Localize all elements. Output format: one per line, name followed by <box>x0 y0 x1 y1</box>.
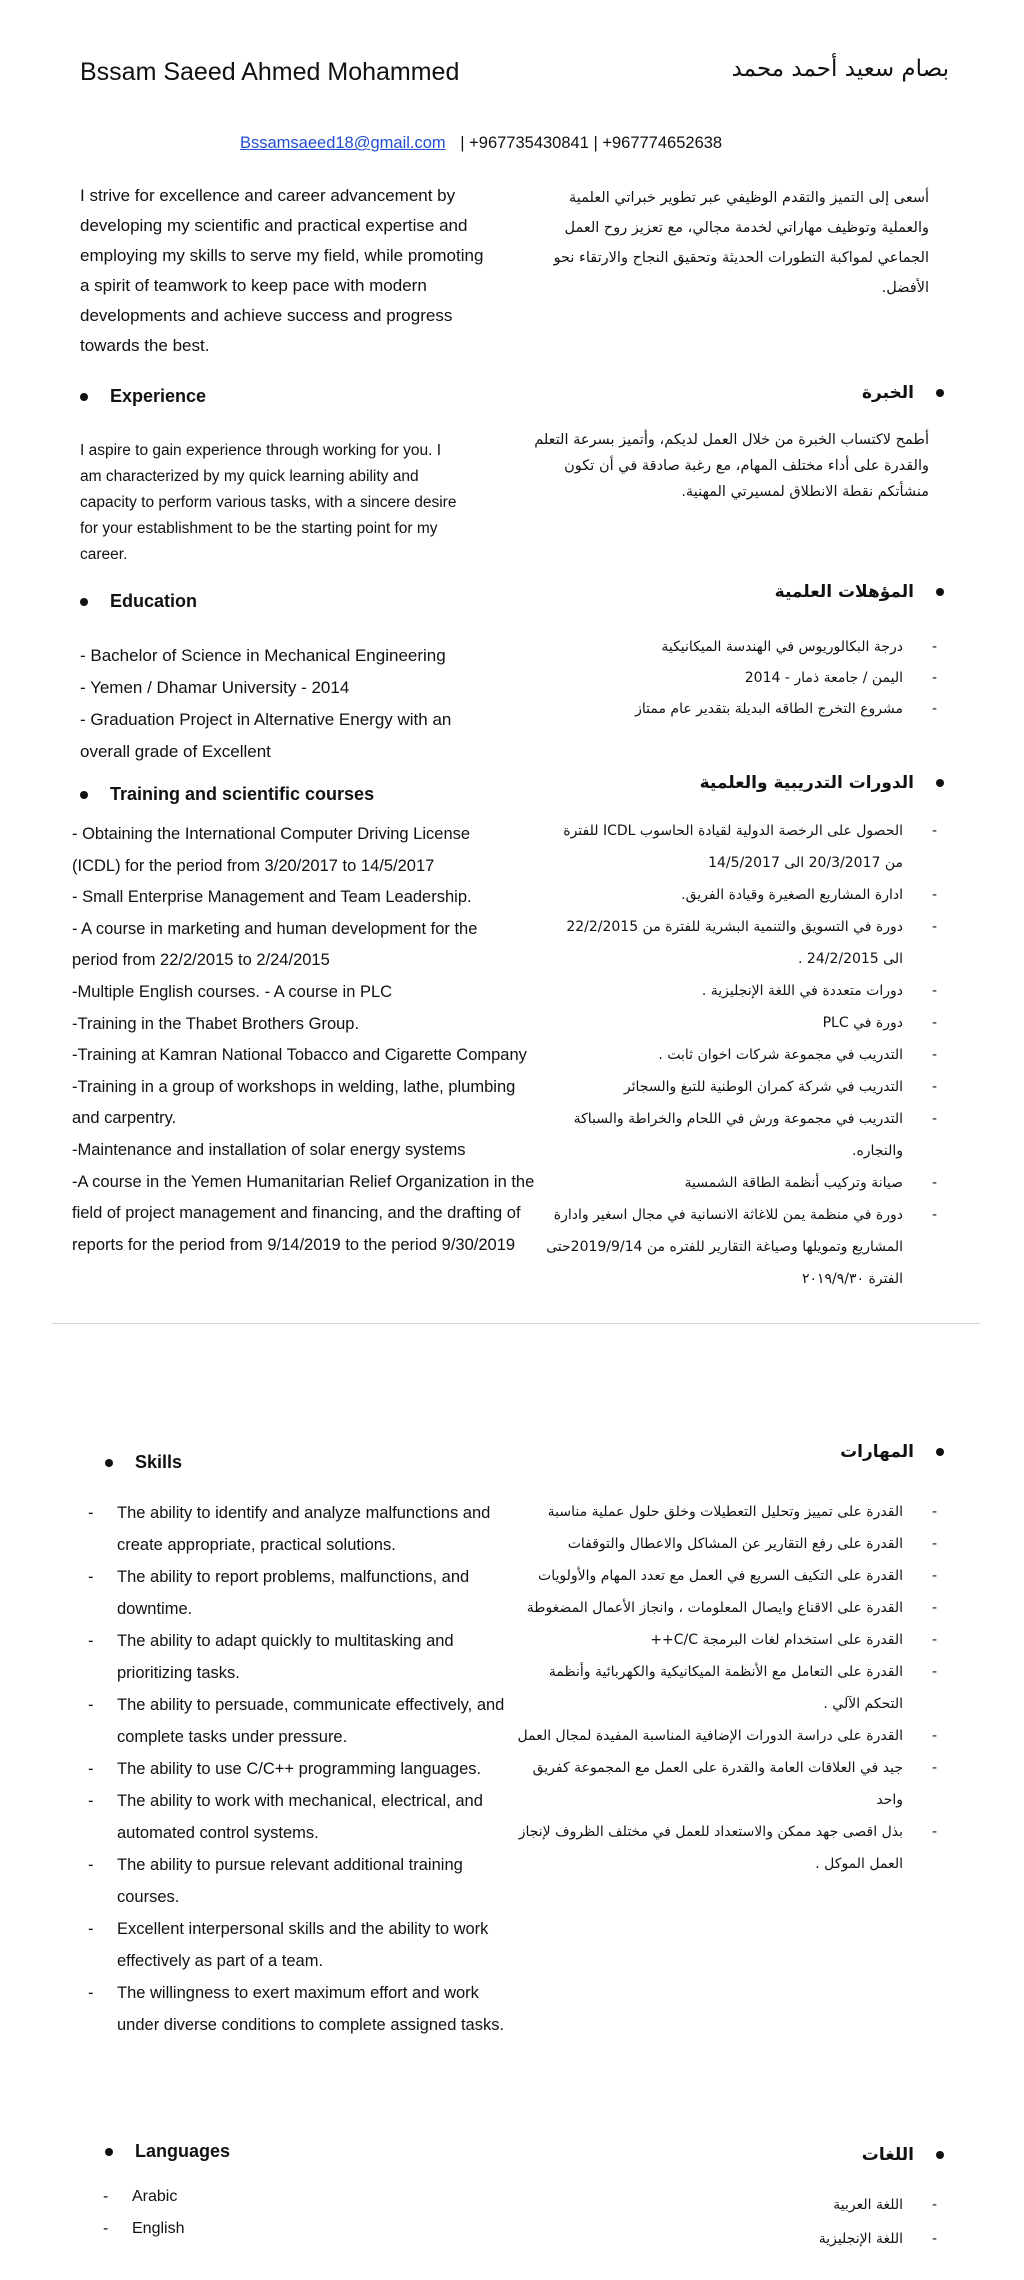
training-line: -Maintenance and installation of solar energy systems <box>72 1140 466 1159</box>
bullet-icon <box>936 389 944 397</box>
training-heading-english: Training and scientific courses <box>80 784 374 805</box>
languages-list-arabic <box>689 2188 939 2256</box>
list-item: - The ability to work with mechanical, electrical, and automated control systems. <box>80 1785 525 1849</box>
education-line: - Graduation Project in Alternative Energy with an <box>80 710 452 729</box>
list-item: - صيانة وتركيب أنظمة الطاقة الشمسية <box>544 1167 939 1199</box>
list-item: - The willingness to exert maximum effort and work under diverse conditions to complete assigned tasks. <box>80 1977 525 2041</box>
languages-list-english <box>95 2181 395 2245</box>
name-english: Bssam Saeed Ahmed Mohammed <box>80 58 460 86</box>
list-item: - English <box>95 2213 395 2245</box>
training-line: reports for the period from 9/14/2019 to the period 9/30/2019 <box>72 1235 516 1254</box>
name-arabic: بصام سعيد أحمد محمد <box>731 56 949 82</box>
languages-heading-english: Languages <box>105 2141 230 2162</box>
training-line: -Training in the Thabet Brothers Group. <box>72 1014 360 1033</box>
skills-list-english <box>80 1497 525 2041</box>
bullet-icon <box>936 588 944 596</box>
list-item: - الحصول على الرخصة الدولية لقيادة الحاسوب ICDL للفترة من 20/3/2017 الى 14/5/2017 <box>544 815 939 879</box>
training-heading-arabic: الدورات التدريبية والعلمية <box>700 773 944 793</box>
list-item: - القدرة على التعامل مع الأنظمة الميكانيكية والكهربائية وأنظمة التحكم الآلي . <box>514 1656 939 1720</box>
list-item: - جيد في العلاقات العامة والقدرة على العمل مع المجموعة كفريق واحد <box>514 1752 939 1816</box>
email-link[interactable]: Bssamsaeed18@gmail.com <box>240 134 446 152</box>
skills-list-arabic <box>514 1496 939 1880</box>
training-line: (ICDL) for the period from 3/20/2017 to 14/5/2017 <box>72 856 435 875</box>
bullet-icon <box>105 1459 113 1467</box>
languages-heading-arabic: اللغات <box>862 2145 944 2165</box>
bullet-icon <box>936 2151 944 2159</box>
experience-text-arabic: أطمح لاكتساب الخبرة من خلال العمل لديكم، وأتميز بسرعة التعلم والقدرة على أداء مختلف المهام، مع رغبة صادقة في أن تكون منشأتكم نقطة الانطلاق لمسيرتي المهنية. <box>534 432 929 500</box>
bullet-icon <box>936 1448 944 1456</box>
training-line: - A course in marketing and human development for the <box>72 919 478 938</box>
list-item: - اليمن / جامعة ذمار - 2014 <box>519 663 939 694</box>
contact-line <box>240 134 722 153</box>
education-heading-english: Education <box>80 591 197 612</box>
training-line: - Obtaining the International Computer Driving License <box>72 825 471 843</box>
bullet-icon <box>80 393 88 401</box>
list-item: - The ability to report problems, malfunctions, and downtime. <box>80 1561 525 1625</box>
education-list-english <box>80 640 500 768</box>
training-line: -Multiple English courses. - A course in PLC <box>72 982 393 1001</box>
bullet-icon <box>936 779 944 787</box>
list-item: - دورة في التسويق والتنمية البشرية للفترة من 22/2/2015 الى 24/2/2015 . <box>544 911 939 975</box>
training-list-arabic <box>544 815 939 1295</box>
list-item: - التدريب في مجموعة ورش في اللحام والخراطة والسباكة والنجاره. <box>544 1103 939 1167</box>
list-item: - اللغة العربية <box>689 2188 939 2222</box>
education-line: overall grade of Excellent <box>80 742 271 761</box>
list-item: - The ability to identify and analyze malfunctions and create appropriate, practical solutions. <box>80 1497 525 1561</box>
list-item: - دورة في PLC <box>544 1007 939 1039</box>
experience-heading-arabic: الخبرة <box>862 383 944 403</box>
training-line: period from 22/2/2015 to 2/24/2015 <box>72 951 330 970</box>
bullet-icon <box>105 2148 113 2156</box>
training-line: -Training at Kamran National Tobacco and Cigarette Company <box>72 1046 527 1065</box>
skills-heading-arabic: المهارات <box>840 1442 944 1462</box>
page-divider <box>52 1323 980 1324</box>
list-item: - The ability to pursue relevant additional training courses. <box>80 1849 525 1913</box>
list-item: - التدريب في مجموعة شركات اخوان ثابت . <box>544 1039 939 1071</box>
list-item: - اللغة الإنجليزية <box>689 2222 939 2256</box>
list-item: - التدريب في شركة كمران الوطنية للتبغ والسجائر <box>544 1071 939 1103</box>
education-heading-arabic: المؤهلات العلمية <box>775 582 944 602</box>
list-item: - القدرة على استخدام لغات البرمجة C/C++ <box>514 1624 939 1656</box>
list-item: - القدرة على التكيف السريع في العمل مع تعدد المهام والأولويات <box>514 1560 939 1592</box>
list-item: - ادارة المشاريع الصغيرة وقيادة الفريق. <box>544 879 939 911</box>
training-line: -Training in a group of workshops in welding, lathe, plumbing <box>72 1077 516 1096</box>
list-item: - مشروع التخرج الطاقه البديلة بتقدير عام ممتاز <box>519 694 939 725</box>
skills-heading-english: Skills <box>105 1452 182 1473</box>
education-list-arabic <box>519 632 939 725</box>
experience-text-english: I aspire to gain experience through working for you. I am characterized by my quick learning ability and capacity to perform various tasks, with a sincere desire for your establishment to be the starting point for my career. <box>80 442 457 563</box>
training-line: and carpentry. <box>72 1109 177 1128</box>
education-line: - Bachelor of Science in Mechanical Engineering <box>80 646 446 665</box>
experience-heading-english: Experience <box>80 386 206 407</box>
list-item: - The ability to persuade, communicate effectively, and complete tasks under pressure. <box>80 1689 525 1753</box>
list-item: - القدرة على رفع التقارير عن المشاكل والاعطال والتوقفات <box>514 1528 939 1560</box>
list-item: - القدرة على دراسة الدورات الإضافية المناسبة المفيدة لمجال العمل <box>514 1720 939 1752</box>
training-line: field of project management and financing, and the drafting of <box>72 1204 521 1223</box>
list-item: - درجة البكالوريوس في الهندسة الميكانيكية <box>519 632 939 663</box>
objective-english: I strive for excellence and career advancement by developing my scientific and practical expertise and employing my skills to serve my field, while promoting a spirit of teamwork to keep pace with modern developments and achieve success and progress towards the best. <box>80 186 484 355</box>
list-item: - دورات متعددة في اللغة الإنجليزية . <box>544 975 939 1007</box>
phone-numbers: | +967735430841 | +967774652638 <box>460 134 723 152</box>
list-item: - The ability to use C/C++ programming languages. <box>80 1753 525 1785</box>
list-item: - Excellent interpersonal skills and the ability to work effectively as part of a team. <box>80 1913 525 1977</box>
education-line: - Yemen / Dhamar University - 2014 <box>80 678 350 697</box>
training-list-english <box>72 819 552 1261</box>
list-item: - Arabic <box>95 2181 395 2213</box>
list-item: - القدرة على الاقناع وايصال المعلومات ، وانجاز الأعمال المضغوطة <box>514 1592 939 1624</box>
training-line: - Small Enterprise Management and Team Leadership. <box>72 888 472 907</box>
bullet-icon <box>80 791 88 799</box>
training-line: -A course in the Yemen Humanitarian Relief Organization in the <box>72 1172 535 1191</box>
bullet-icon <box>80 598 88 606</box>
list-item: - القدرة على تمييز وتحليل التعطيلات وخلق حلول عملية مناسبة <box>514 1496 939 1528</box>
list-item: - دورة في منظمة يمن للاغاثة الانسانية في مجال اسغير وادارة المشاريع وتمويلها وصياغة التقارير للفتره من 2019/9/14حتى الفترة ٢٠١٩/٩/٣٠ <box>544 1199 939 1295</box>
list-item: - The ability to adapt quickly to multitasking and prioritizing tasks. <box>80 1625 525 1689</box>
objective-arabic: أسعى إلى التميز والتقدم الوظيفي عبر تطوير خبراتي العلمية والعملية وتوظيف مهاراتي لخدمة مجالي، مع تعزيز روح العمل الجماعي لمواكبة التطورات الحديثة وتحقيق النجاح والارتقاء نحو الأفضل. <box>553 190 929 296</box>
list-item: - بذل اقصى جهد ممكن والاستعداد للعمل في مختلف الظروف لإنجاز العمل الموكل . <box>514 1816 939 1880</box>
